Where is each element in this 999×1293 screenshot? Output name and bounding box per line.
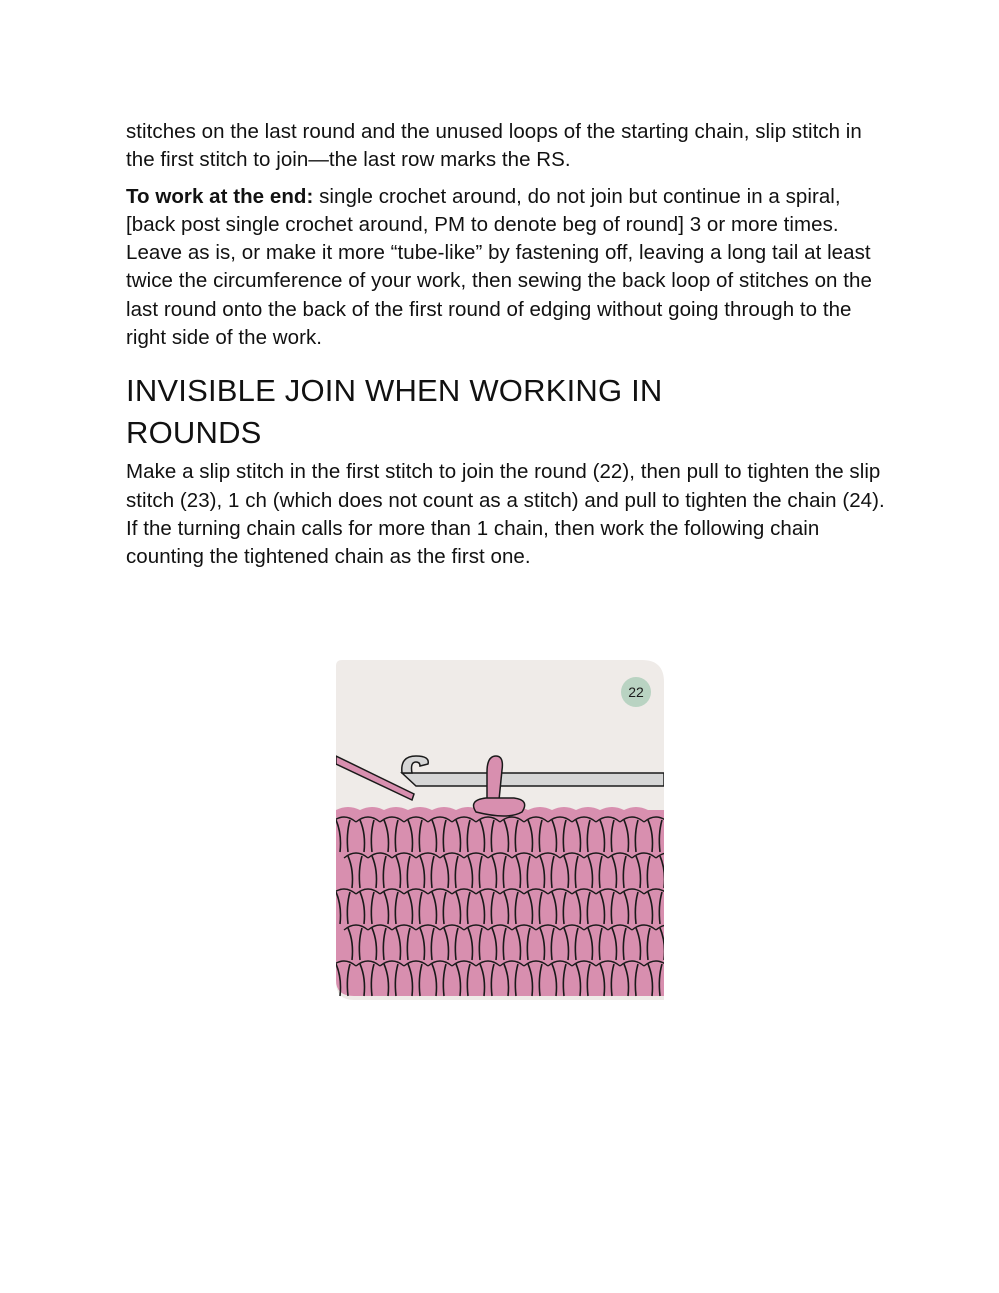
step-number: 22 — [628, 684, 644, 700]
crochet-fabric — [336, 807, 664, 996]
crochet-illustration — [336, 660, 664, 1000]
crochet-illustration-svg — [336, 660, 664, 1000]
paragraph-2 — [126, 183, 886, 353]
section-heading: INVISIBLE JOIN WHEN WORKING IN ROUNDS — [126, 373, 663, 451]
paragraph-3: Make a slip stitch in the first stitch to join the round (22), then pull to tighten the slip stitch (23), 1 ch (which does not count as a stitch) and pull to tighten the chain (24). If the turning chain calls for more than 1 chain, then work the following chain counting the tightened chain as the first one. — [126, 460, 885, 569]
paragraph-2-lead: To work at the end: — [126, 184, 314, 208]
paragraph-1: stitches on the last round and the unused loops of the starting chain, slip stitch in the first stitch to join—the last row marks the RS. — [126, 120, 862, 172]
step-badge — [621, 677, 651, 707]
document-page — [126, 118, 886, 580]
paragraph-2-text: single crochet around, do not join but continue in a spiral, [back post single crochet around, PM to denote beg of round] 3 or more times. Leave as is, or make it more “tube-like” by fastening off, leaving a long tail at least twice the circumference of your work, then sewing the back loop of stitches on the last round onto the back of the first round of edging without going through to the right side of the work. — [126, 184, 872, 350]
